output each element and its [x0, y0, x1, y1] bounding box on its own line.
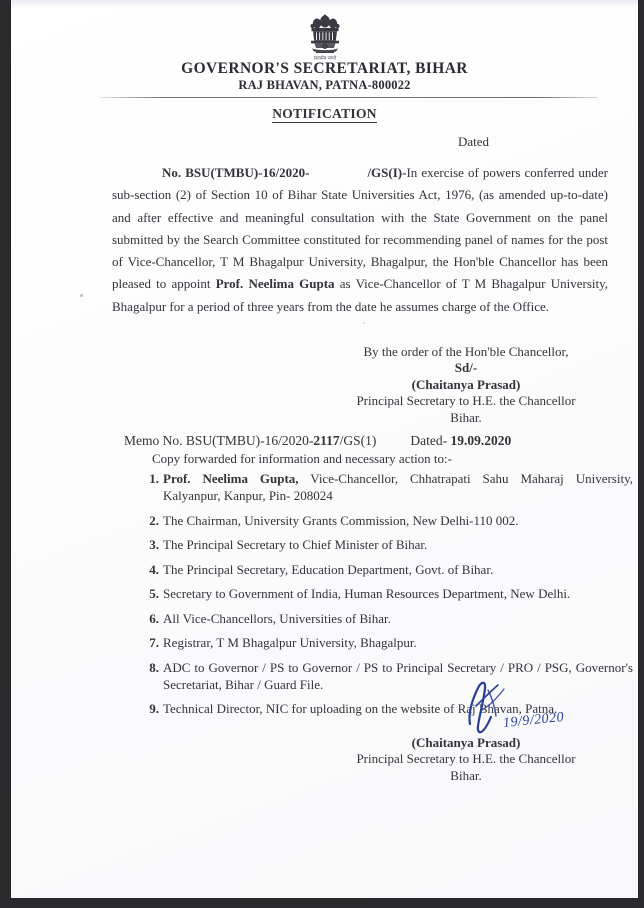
dated-label-top: Dated [458, 134, 490, 149]
copy-forwarded-line: Copy forwarded for information and necessary action to:- [152, 451, 452, 466]
signatory-state-top: Bihar. [450, 409, 482, 425]
notification-paragraph [112, 162, 608, 318]
list-item-number: 7. [149, 635, 159, 650]
memo-number: 2117 [313, 433, 340, 448]
list-item [149, 659, 633, 693]
list-item-text: Vice-Chancellor, Chhatrapati Sahu Maharaj University, Kalyanpur, Kanpur, Pin- 208024 [163, 471, 633, 503]
reference-suffix: /GS(I)- [367, 165, 407, 180]
handwritten-date: 19/9/2020 [502, 709, 565, 732]
list-item-number: 6. [149, 610, 159, 626]
header-divider [100, 97, 598, 98]
scan-speck [80, 294, 83, 297]
signatory-name-top: (Chaitanya Prasad) [411, 376, 521, 392]
list-item-bold: Prof. Neelima Gupta, [163, 471, 299, 486]
list-item-text: All Vice-Chancellors, Universities of Bihar. [163, 610, 391, 626]
list-item-text: The Principal Secretary, Education Department, Govt. of Bihar. [163, 561, 494, 577]
emblem-motto-text: सत्यमेव जयते [313, 56, 336, 62]
memo-dated-value: 19.09.2020 [450, 433, 512, 448]
list-item [149, 561, 633, 578]
order-of-chancellor-line: By the order of the Hon'ble Chancellor, [363, 344, 569, 359]
list-item [149, 470, 633, 504]
sd-line: Sd/- [454, 360, 478, 376]
list-item [149, 512, 633, 529]
signature-block-bottom [321, 735, 611, 784]
scan-speck [363, 322, 365, 324]
list-item-number: 4. [149, 561, 159, 577]
paragraph-text-part2: as Vice-Chancellor of T M Bhagalpur University, Bhagalpur for a period of three years from the date he assumes charge of the Office. [112, 276, 609, 314]
document-content [11, 0, 638, 898]
list-item [149, 610, 633, 627]
list-item [149, 634, 633, 651]
india-state-emblem-icon [305, 14, 345, 62]
list-item-text: Technical Director, NIC for uploading on the website of Raj Bhavan, Patna. [163, 701, 558, 716]
organization-address: RAJ BHAVAN, PATNA-800022 [238, 78, 411, 92]
scan-speck [153, 222, 155, 224]
paragraph-text-part1: In exercise of powers conferred under sub-section (2) of Section 10 of Bihar State Universities Act, 1976, (as amended up-to-date) and after effective and meaningful consultation with the State Government on the panel submitted by the Search Committee constituted for recommending panel of names for the post of Vice-Chancellor, T M Bhagalpur University, Bhagalpur, the Hon'ble Chancellor has been pleased to appoint [112, 165, 608, 292]
list-item-text: Secretary to Government of India, Human Resources Department, New Delhi. [163, 586, 571, 601]
list-item-text: Registrar, T M Bhagalpur University, Bhagalpur. [163, 635, 417, 650]
list-item-number: 2. [149, 512, 159, 528]
signatory-name-bottom: (Chaitanya Prasad) [411, 735, 521, 750]
list-item-number: 1. [149, 471, 159, 486]
memo-prefix: Memo No. BSU(TMBU)-16/2020- [124, 433, 314, 448]
signature-block-top [321, 344, 611, 426]
recipients-list [139, 470, 633, 725]
appointee-name: Prof. Neelima Gupta [215, 276, 335, 292]
list-item-number: 9. [149, 701, 159, 716]
document-type-heading [11, 105, 638, 123]
reference-number: No. BSU(TMBU)-16/2020- [162, 165, 310, 180]
signatory-designation-top: Principal Secretary to H.E. the Chancellor [356, 393, 576, 409]
memo-suffix: /GS(1) [339, 433, 377, 448]
list-item-text: ADC to Governor / PS to Governor / PS to Principal Secretary / PRO / PSG, Governor's Secretariat, Bihar / Guard File. [163, 659, 633, 692]
list-item-text: The Principal Secretary to Chief Minister of Bihar. [163, 537, 428, 552]
signatory-designation-bottom: Principal Secretary to H.E. the Chancellor [356, 751, 576, 767]
list-item-text: The Chairman, University Grants Commission, New Delhi-110 002. [163, 512, 519, 528]
document-type-label: NOTIFICATION [272, 106, 377, 121]
memo-dated-label: Dated- [410, 433, 448, 448]
list-item [149, 585, 633, 602]
organization-title: GOVERNOR'S SECRETARIAT, BIHAR [181, 60, 468, 77]
list-item [149, 536, 633, 553]
list-item-number: 8. [149, 659, 159, 675]
document-page [11, 0, 638, 898]
memo-number-line [124, 433, 511, 449]
signatory-state-bottom: Bihar. [450, 767, 482, 783]
list-item-number: 5. [149, 586, 159, 601]
list-item-number: 3. [149, 537, 159, 552]
